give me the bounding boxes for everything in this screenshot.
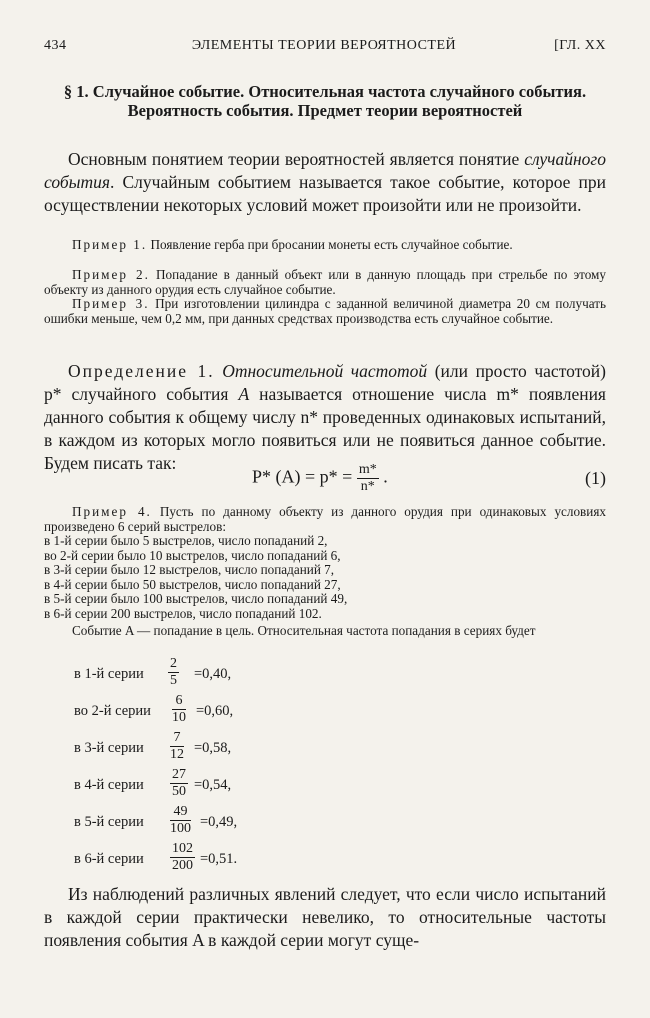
- fraction-denominator: 5: [170, 673, 177, 688]
- example-label: Пример 3.: [72, 296, 150, 311]
- series-line: в 3-й серии было 12 выстрелов, число попаданий 7,: [44, 562, 335, 577]
- example-4-intro: [44, 505, 606, 534]
- series-line: в 4-й серии было 50 выстрелов, число попаданий 27,: [44, 576, 341, 592]
- example-3: [44, 297, 606, 326]
- frequency-fraction: [170, 767, 188, 800]
- series-label: в 5-й серии: [74, 814, 144, 830]
- example-text: Пусть по данному объекту из данного орудия при одинаковых условиях произведено 6 серий выстрелов:: [44, 504, 607, 534]
- frequency-value: =0,54,: [194, 777, 232, 793]
- example-text: Попадание в данный объект или в данную площадь при стрельбе по этому объекту из данного орудия есть случайное событие.: [44, 267, 606, 297]
- series-line: в 5-й серии было 100 выстрелов, число попаданий 49,: [44, 591, 348, 606]
- example-text: Появление герба при бросании монеты есть случайное событие.: [147, 237, 513, 252]
- intro-text: Основным понятием теории вероятностей является понятие: [68, 149, 525, 169]
- fraction-numerator: 102: [172, 841, 193, 856]
- intro-paragraph: [44, 148, 606, 217]
- fraction-numerator: 49: [170, 804, 191, 821]
- example-label: Пример 1.: [72, 237, 148, 252]
- series-list: [44, 534, 606, 621]
- frequency-fraction: [170, 730, 184, 763]
- formula-numerator: m*: [358, 462, 377, 477]
- formula-denominator: n*: [360, 479, 375, 494]
- example-label: Пример 2.: [72, 267, 150, 282]
- frequency-fraction: [170, 804, 191, 837]
- frequency-fraction: [168, 656, 179, 689]
- frequency-fraction: [170, 841, 195, 874]
- series-label: во 2-й серии: [74, 703, 151, 719]
- fraction-denominator: 200: [172, 858, 193, 873]
- frequency-fraction: [172, 693, 186, 726]
- frequency-value: =0,40,: [194, 666, 232, 682]
- fraction-denominator: 10: [172, 710, 186, 725]
- running-header: [44, 38, 606, 60]
- series-line: в 1-й серии было 5 выстрелов, число попаданий 2,: [44, 533, 328, 548]
- fraction-numerator: 7: [170, 730, 184, 747]
- fraction-denominator: 12: [170, 747, 184, 762]
- definition-text-end: называется отношение числа m* появления данного события к общему числу n* проведенных одинаковых испытаний, в каждом из которых могло появиться или не появиться данное событие. Будем писать так:: [44, 384, 606, 473]
- series-line: в 6-й серии 200 выстрелов, число попаданий 102.: [44, 605, 322, 621]
- frequency-value: =0,51.: [200, 851, 238, 867]
- example-text: При изготовлении цилиндра с заданной величиной диаметра 20 см получать ошибки меньше, чем 0,2 мм, при данных средствах производства есть случайное событие.: [44, 296, 607, 326]
- fraction-numerator: 2: [170, 656, 177, 671]
- frequency-value: =0,60,: [196, 703, 234, 719]
- formula-fraction: [357, 462, 379, 495]
- frequency-value: =0,58,: [194, 740, 232, 756]
- page-number: 434: [44, 38, 67, 53]
- definition-label: Определение 1.: [68, 361, 215, 381]
- definition-text: (или просто частотой) p* случайного события: [44, 361, 606, 404]
- chapter-label: [ГЛ. XX: [554, 38, 606, 53]
- series-label: в 6-й серии: [74, 851, 144, 867]
- example-label: Пример 4.: [72, 504, 152, 519]
- definition-term: Относительной частотой: [222, 361, 428, 381]
- formula-number: (1): [585, 468, 606, 488]
- fraction-denominator: 50: [172, 784, 186, 799]
- event-paragraph: Событие A — попадание в цель. Относительная частота попадания в сериях будет: [72, 623, 536, 638]
- formula-expression: [252, 462, 388, 495]
- fraction-numerator: 6: [172, 693, 186, 710]
- series-label: в 4-й серии: [74, 777, 144, 793]
- running-title: ЭЛЕМЕНТЫ ТЕОРИИ ВЕРОЯТНОСТЕЙ: [191, 38, 457, 53]
- frequency-value: =0,49,: [200, 814, 238, 830]
- event-symbol: A: [238, 384, 250, 404]
- formula-1: [44, 458, 606, 498]
- formula-tail: .: [378, 466, 388, 487]
- conclusion-paragraph: Из наблюдений различных явлений следует, что если число испытаний в каждой серии практически невелико, то относительные частоты появления события A в каждой серии могут суще-: [44, 884, 606, 950]
- series-line: во 2-й серии было 10 выстрелов, число попаданий 6,: [44, 547, 341, 563]
- example-2: [44, 268, 606, 297]
- intro-italic-term: случайного события: [44, 149, 606, 192]
- example-1: [44, 238, 606, 253]
- fraction-denominator: 100: [170, 821, 191, 836]
- series-label: в 3-й серии: [74, 740, 144, 756]
- fraction-numerator: 27: [172, 767, 186, 782]
- series-label: в 1-й серии: [74, 666, 144, 682]
- intro-text-end: . Случайным событием называется такое событие, которое при осуществлении некоторых условий может произойти или не произойти.: [44, 172, 606, 215]
- formula-lhs: P* (A) = p* =: [252, 466, 357, 487]
- section-title: § 1. Случайное событие. Относительная частота случайного события. Вероятность события. Предмет теории вероятностей: [63, 82, 587, 120]
